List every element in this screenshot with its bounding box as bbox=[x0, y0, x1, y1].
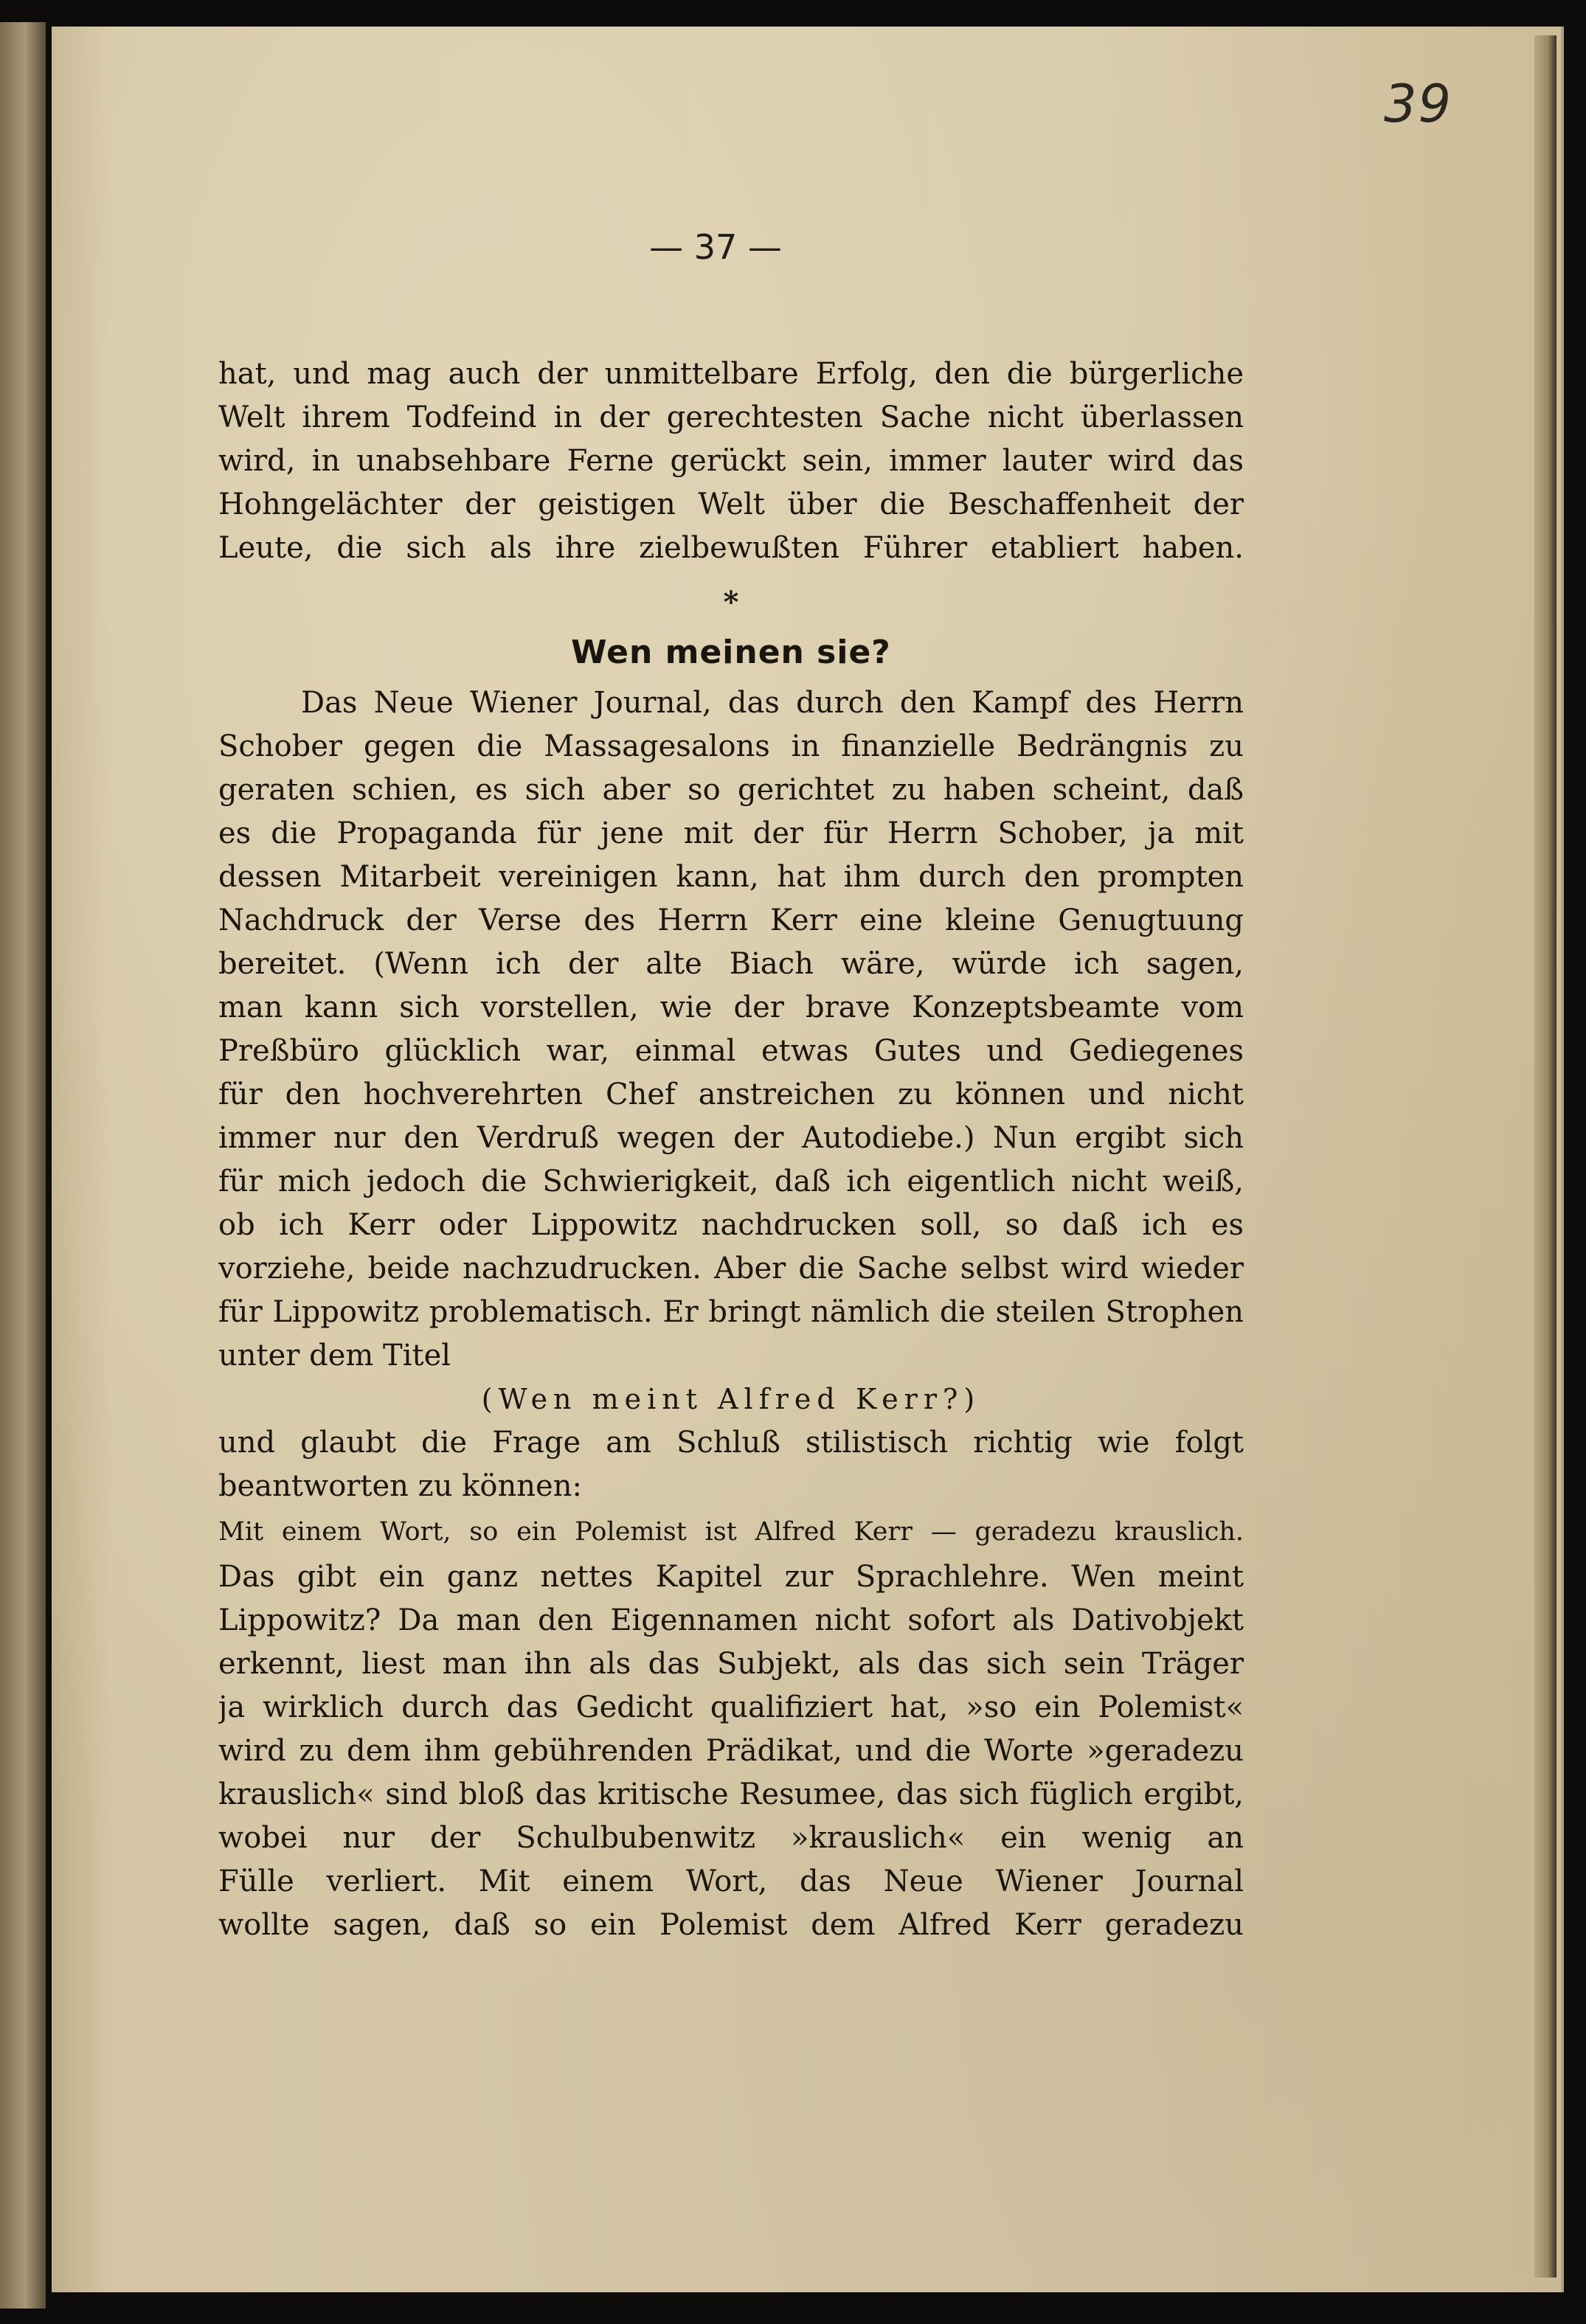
text-line: Nachdruck der Verse des Herrn Kerr eine kleine Genugtuung bbox=[218, 903, 1244, 937]
text-line: für den hochverehrten Chef anstreichen zu können und nicht bbox=[218, 1078, 1244, 1111]
previous-page-edge bbox=[0, 22, 46, 2309]
printed-page-number: — 37 — bbox=[649, 227, 782, 267]
text-line: unter dem Titel bbox=[218, 1339, 451, 1373]
page-fore-edge bbox=[1534, 35, 1556, 2278]
text-line: ob ich Kerr oder Lippowitz nachdrucken soll, so daß ich es bbox=[218, 1208, 1244, 1242]
body-text bbox=[218, 353, 1244, 1947]
text-line: wobei nur der Schulbubenwitz »krauslich« ein wenig an bbox=[218, 1821, 1244, 1855]
text-line: Leute, die sich als ihre zielbewußten Führer etabliert haben. bbox=[218, 531, 1244, 565]
text-line: Preßbüro glücklich war, einmal etwas Gutes und Gediegenes bbox=[218, 1034, 1244, 1068]
text-line: Das Neue Wiener Journal, das durch den Kampf des Herrn bbox=[301, 686, 1244, 720]
text-line: wollte sagen, daß so ein Polemist dem Alfred Kerr geradezu bbox=[218, 1908, 1244, 1942]
section-separator: * bbox=[723, 585, 739, 620]
text-line: es die Propaganda für jene mit der für Herrn Schober, ja mit bbox=[218, 816, 1244, 850]
text-line: dessen Mitarbeit vereinigen kann, hat ihm durch den prompten bbox=[218, 860, 1244, 894]
quoted-title: (Wen meint Alfred Kerr?) bbox=[481, 1383, 981, 1415]
quoted-line: Mit einem Wort, so ein Polemist ist Alfred Kerr — geradezu krauslich. bbox=[218, 1517, 1244, 1547]
text-line: beantworten zu können: bbox=[218, 1469, 582, 1503]
text-line: bereitet. (Wenn ich der alte Biach wäre, würde ich sagen, bbox=[218, 947, 1244, 981]
section-heading: Wen meinen sie? bbox=[571, 634, 891, 671]
text-line: Schober gegen die Massagesalons in finanzielle Bedrängnis zu bbox=[218, 729, 1244, 763]
text-line: ja wirklich durch das Gedicht qualifiziert hat, »so ein Polemist« bbox=[218, 1690, 1244, 1724]
text-line: wird zu dem ihm gebührenden Prädikat, und die Worte »geradezu bbox=[218, 1734, 1244, 1768]
text-line: Das gibt ein ganz nettes Kapitel zur Sprachlehre. Wen meint bbox=[218, 1560, 1244, 1594]
text-line: Welt ihrem Todfeind in der gerechtesten Sache nicht überlassen bbox=[218, 400, 1244, 434]
text-line: wird, in unabsehbare Ferne gerückt sein, immer lauter wird das bbox=[218, 444, 1244, 478]
text-line: hat, und mag auch der unmittelbare Erfolg, den die bürgerliche bbox=[218, 357, 1244, 391]
text-line: für Lippowitz problematisch. Er bringt nämlich die steilen Strophen bbox=[218, 1295, 1244, 1329]
text-line: immer nur den Verdruß wegen der Autodiebe.) Nun ergibt sich bbox=[218, 1121, 1244, 1155]
handwritten-folio-number: 39 bbox=[1384, 74, 1453, 134]
text-line: Fülle verliert. Mit einem Wort, das Neue Wiener Journal bbox=[218, 1865, 1244, 1898]
text-line: erkennt, liest man ihn als das Subjekt, als das sich sein Träger bbox=[218, 1647, 1244, 1681]
text-line: vorziehe, beide nachzudrucken. Aber die Sache selbst wird wieder bbox=[218, 1252, 1244, 1286]
text-line: für mich jedoch die Schwierigkeit, daß ich eigentlich nicht weiß, bbox=[218, 1165, 1244, 1199]
text-line: krauslich« sind bloß das kritische Resumee, das sich füglich ergibt, bbox=[218, 1777, 1244, 1811]
text-line: Lippowitz? Da man den Eigennamen nicht sofort als Dativobjekt bbox=[218, 1603, 1244, 1637]
text-line: man kann sich vorstellen, wie der brave Konzeptsbeamte vom bbox=[218, 991, 1244, 1024]
text-line: und glaubt die Frage am Schluß stilistisch richtig wie folgt bbox=[218, 1426, 1244, 1460]
text-line: Hohngelächter der geistigen Welt über die Beschaffenheit der bbox=[218, 488, 1244, 521]
text-line: geraten schien, es sich aber so gerichtet zu haben scheint, daß bbox=[218, 773, 1244, 807]
